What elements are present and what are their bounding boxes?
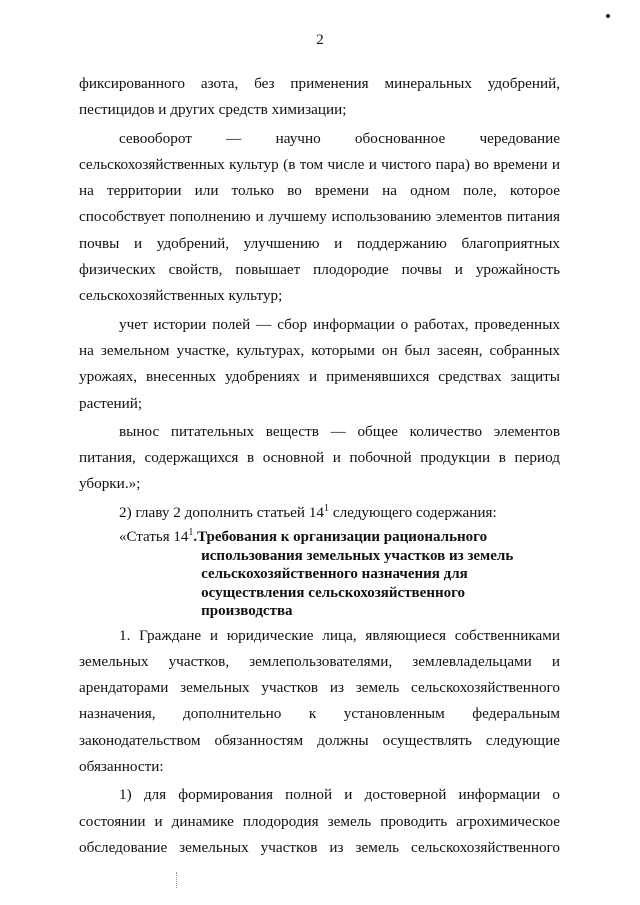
paragraph-amendment: 2) главу 2 дополнить статьей $14^1$ следующего содержания: xyxy=(119,502,497,521)
article-label: «Статья $14^1$. xyxy=(119,527,198,546)
scan-mark xyxy=(606,14,610,18)
article-title-line: Требования к организации рационального xyxy=(197,529,488,546)
article-title-line: сельскохозяйственного назначения для xyxy=(201,566,468,583)
paragraph-nutrient-removal: вынос питательных веществ — общее количество элементов питания, содержащихся в основной и побочной продукции в период уборки.»; xyxy=(79,422,560,493)
paragraph-article-part-1: 1. Граждане и юридические лица, являющиеся собственниками земельных участков, землепользователями, землевладельцами и арендаторами земельных участков из земель сельскохозяйственного назначения, дополнительно к установленным федеральным законодательством обязанностям должны осуществлять следующие обязанности: xyxy=(79,626,560,776)
document-body xyxy=(79,71,560,861)
scan-mark xyxy=(176,872,178,888)
paragraph-field-history: учет истории полей — сбор информации о работах, проведенных на земельном участке, культурах, которыми он был засеян, собранных урожаях, внесенных удобрениях и применявшихся средствах защиты растений; xyxy=(79,315,560,412)
paragraph-article-item-1: 1) для формирования полной и достоверной информации о состоянии и динамике плодородия земель проводить агрохимическое обследование земельных участков из земель сельскохозяйственного xyxy=(79,786,560,856)
paragraph-crop-rotation: севооборот — научно обоснованное чередование сельскохозяйственных культур (в том числе и чистого пара) во времени и на территории или только во времени на одном поле, которое способствует пополнению и лучшему использованию элементов питания почвы и удобрений, улучшению и поддержанию благоприятных физических свойств, повышает плодородие почвы и урожайность сельскохозяйственных культур; xyxy=(79,129,560,305)
article-title-line: осуществления сельскохозяйственного производства xyxy=(201,584,466,620)
page-number: 2 xyxy=(316,32,324,48)
paragraph-fixed-nitrogen: фиксированного азота, без применения минеральных удобрений, пестицидов и других средств химизации; xyxy=(79,75,560,119)
article-heading xyxy=(79,528,560,621)
article-title-line: использования земельных участков из земель xyxy=(201,547,514,564)
article-title xyxy=(197,528,560,621)
